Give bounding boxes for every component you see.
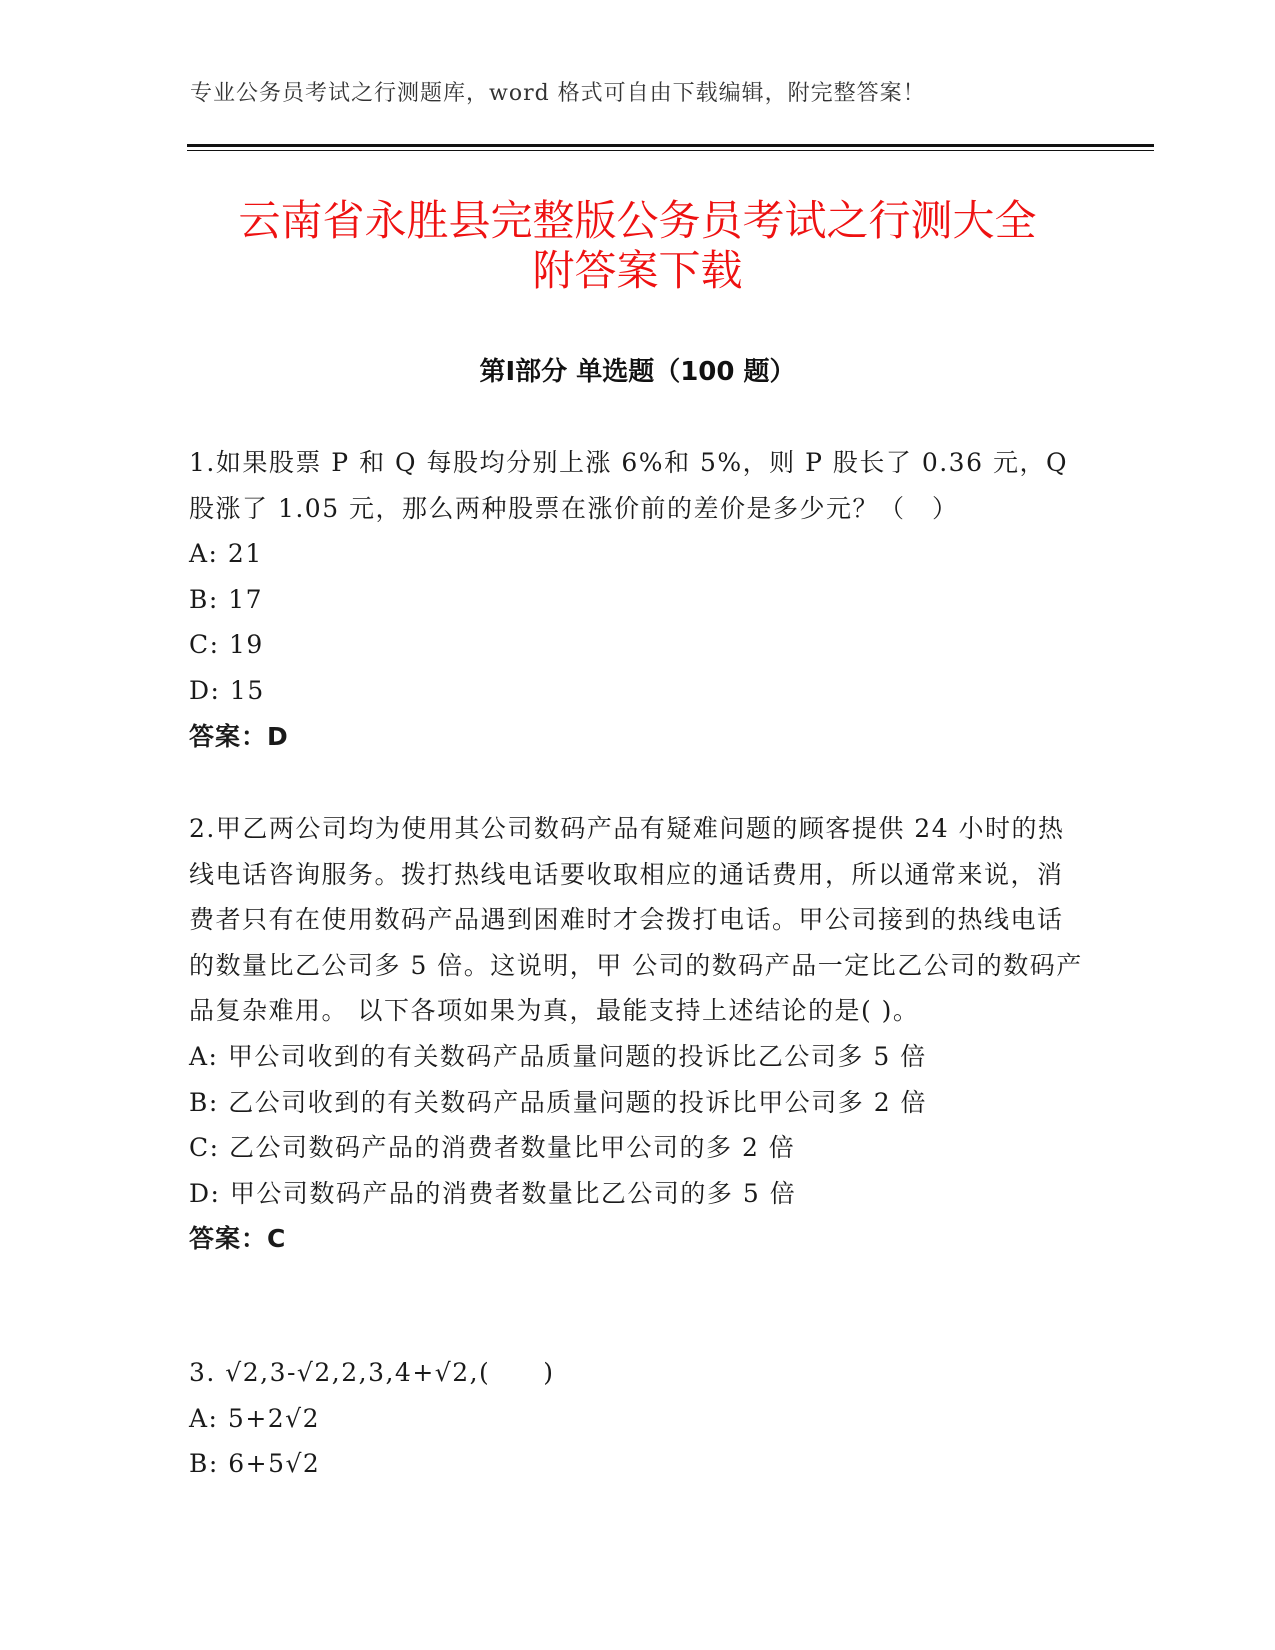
question-3	[189, 1350, 1089, 1487]
option-d: D: 甲公司数码产品的消费者数量比乙公司的多 5 倍	[189, 1178, 797, 1208]
option-b: B: 乙公司收到的有关数码产品质量问题的投诉比甲公司多 2 倍	[189, 1087, 928, 1117]
document-title	[150, 196, 1125, 296]
header-note: 专业公务员考试之行测题库，word 格式可自由下载编辑，附完整答案！	[190, 81, 926, 106]
option-a: A: 21	[189, 539, 263, 569]
option-c: C: 19	[189, 630, 264, 660]
answer: 答案：C	[189, 1224, 287, 1254]
document-title-line2: 附答案下载	[532, 246, 743, 295]
option-a: A: 5+2√2	[189, 1403, 321, 1433]
question-stem: 3. √2,3-√2,2,3,4+√2,( )	[189, 1358, 555, 1387]
option-d: D: 15	[189, 675, 265, 705]
option-b: B: 17	[189, 584, 264, 614]
option-c: C: 乙公司数码产品的消费者数量比甲公司的多 2 倍	[189, 1133, 796, 1163]
option-a: A: 甲公司收到的有关数码产品质量问题的投诉比乙公司多 5 倍	[189, 1041, 927, 1071]
question-stem: 1.如果股票 P 和 Q 每股均分别上涨 6%和 5%，则 P 股长了 0.36 元，Q 股涨了 1.05 元，那么两种股票在涨价前的差价是多少元？（ ）	[189, 448, 1068, 523]
header-divider-thick	[187, 144, 1154, 147]
option-b: B: 6+5√2	[189, 1449, 321, 1479]
answer: 答案：D	[189, 721, 289, 751]
question-1	[189, 440, 1089, 759]
header-divider-thin	[187, 150, 1154, 151]
question-2	[189, 806, 1089, 1262]
document-title-line1: 云南省永胜县完整版公务员考试之行测大全	[238, 196, 1037, 245]
question-stem: 2.甲乙两公司均为使用其公司数码产品有疑难问题的顾客提供 24 小时的热线电话咨询服务。拨打热线电话要收取相应的通话费用，所以通常来说，消费者只有在使用数码产品遇到困难时才会拨打电话。甲公司接到的热线电话的数量比乙公司多 5 倍。这说明，甲 公司的数码产品一定比乙公司的数码产品复杂难用。 以下各项如果为真，最能支持上述结论的是( )。	[189, 814, 1083, 1026]
section-title: 第Ⅰ部分 单选题（100 题）	[479, 357, 796, 387]
